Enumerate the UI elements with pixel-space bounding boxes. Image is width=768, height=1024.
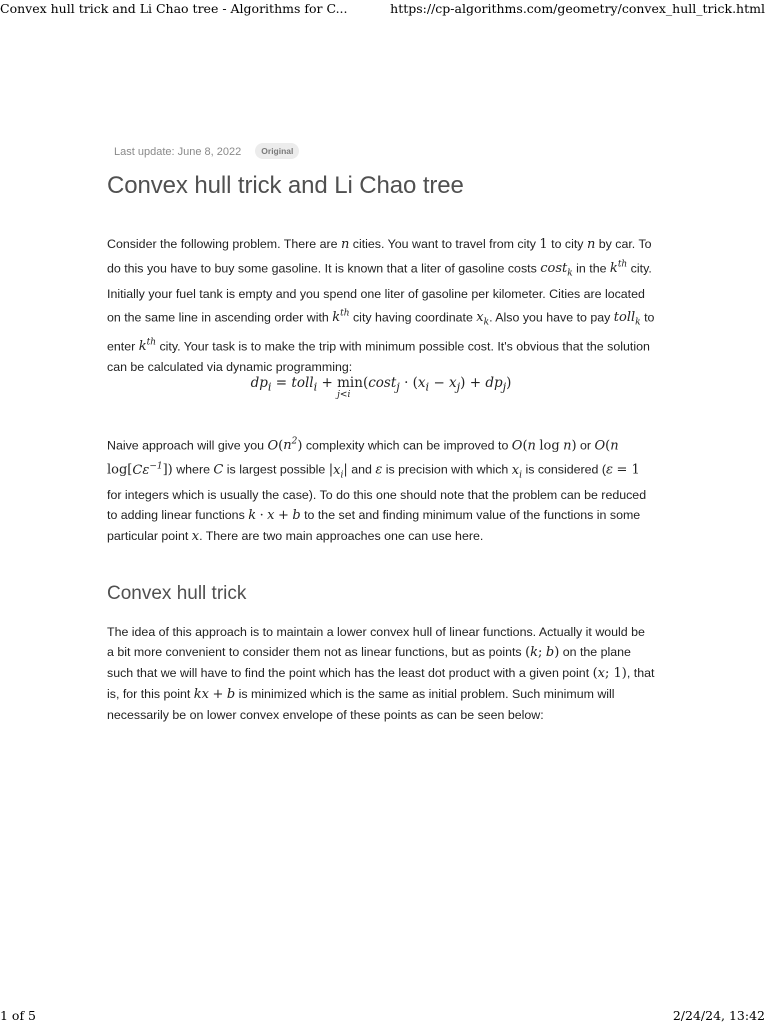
print-header-url: https://cp-algorithms.com/geometry/convex_hull_trick.html xyxy=(390,1,765,16)
print-datetime: 2/24/24, 13:42 xyxy=(672,1008,765,1023)
last-update-text: Last update: June 8, 2022 xyxy=(114,146,242,158)
original-badge[interactable]: Original xyxy=(255,143,299,159)
naive-approach-paragraph: Naive approach will give you $O(n^2)$ complexity which can be improved to O(n log n) or O(n $\log[C\varepsilon^{-1}]$) where C is largest possible $|x_i|$ and ε is precision with which $x_i$ is considered (ε = 1 for integers which is usually the case). To do this one should note that the problem can be reduced to adding linear functions k · x + b to the set and finding minimum value of the functions in some particular point x. There are two main approaches one can use here. xyxy=(107,437,647,545)
intro-paragraph: Consider the following problem. There are n cities. You want to travel from city 1 to city n by car. To do this you have to buy some gasoline. It is known that a liter of gasoline costs cost$_k$ in the $k^{th}$ city. Initially your fuel tank is empty and you spend one liter of gasoline per kilometer. Cities are located on the same line in ascending order with $k^{th}$ city having coordinate $x_k$. Also you have to pay toll$_k$ to enter $k^{th}$ city. Your task is to make the trip with minimum possible cost. It's obvious that the solution can be calculated via dynamic programming: xyxy=(107,237,655,375)
print-footer xyxy=(0,1008,768,1024)
page-counter: 1 of 5 xyxy=(0,1008,37,1023)
convex-hull-paragraph: The idea of this approach is to maintain a lower convex hull of linear functions. Actually it would be a bit more convenient to consider them not as linear functions, but as points (k; b) on the plane such that we will have to find the point which has the least dot product with a given point (x; 1), that is, for this point kx + b is minimized which is the same as initial problem. Such minimum will necessarily be on lower convex envelope of these points as can be seen below: xyxy=(107,625,655,722)
page-title: Convex hull trick and Li Chao tree xyxy=(107,172,464,199)
print-header xyxy=(0,0,768,20)
dp-formula: $dp_i$ = toll$_i$ + min j<i $(\cos t_j \cdot (x_i - x_j) + dp_j)$ xyxy=(250,375,512,400)
section-title-convex-hull-trick: Convex hull trick xyxy=(107,583,247,604)
print-header-title: Convex hull trick and Li Chao tree - Algorithms for C... xyxy=(0,1,348,16)
article-meta xyxy=(114,143,299,159)
